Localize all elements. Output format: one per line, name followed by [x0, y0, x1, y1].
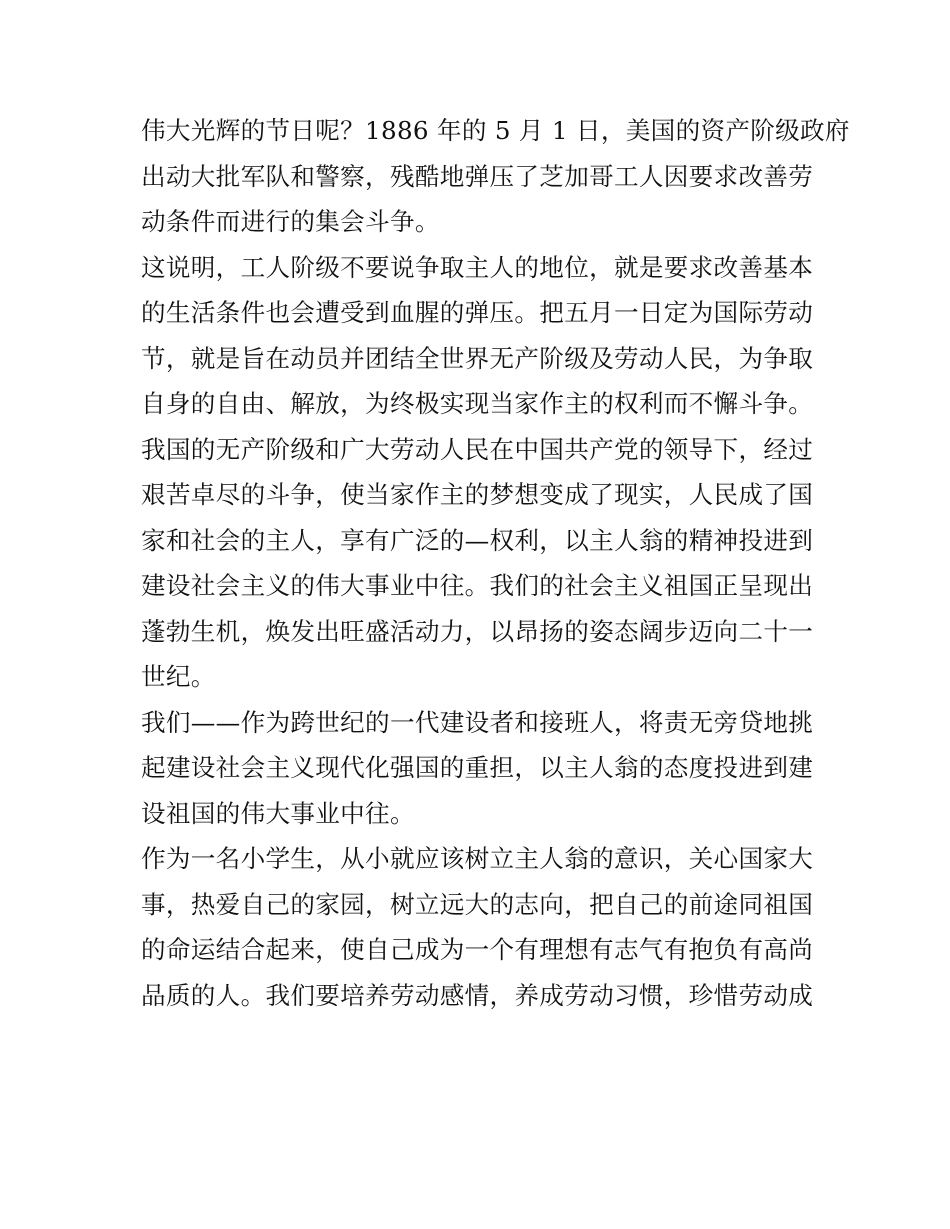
- text-line-9: 艰苦卓尽的斗争，使当家作主的梦想变成了现实，人民成了国: [141, 480, 814, 509]
- text-line-11: 建设社会主义的伟大事业中往。我们的社会主义祖国正呈现出: [141, 571, 814, 600]
- text-line-4: 这说明，工人阶级不要说争取主人的地位，就是要求改善基本: [141, 252, 814, 282]
- text-line-5: 的生活条件也会遭受到血腥的弹压。把五月一日定为国际劳动: [141, 298, 814, 327]
- text-line-10: 家和社会的主人，享有广泛的—权利，以主人翁的精神投进到: [141, 525, 814, 555]
- text-line-20: 品质的人。我们要培养劳动感情，养成劳动习惯，珍惜劳动成: [141, 980, 814, 1010]
- text-line-18: 事，热爱自己的家园，树立远大的志向，把自己的前途同祖国: [141, 889, 814, 919]
- text-line-1: 伟大光辉的节日呢？1886 年的 5 月 1 日，美国的资产阶级政府: [141, 116, 850, 145]
- text-line-15: 起建设社会主义现代化强国的重担，以主人翁的态度投进到建: [141, 753, 814, 782]
- text-line-6: 节，就是旨在动员并团结全世界无产阶级及劳动人民，为争取: [141, 343, 814, 373]
- text-line-16: 设祖国的伟大事业中往。: [141, 798, 415, 828]
- text-line-14: 我们——作为跨世纪的一代建设者和接班人，将责无旁贷地挑: [141, 707, 814, 737]
- text-line-3: 动条件而进行的集会斗争。: [141, 207, 440, 236]
- text-line-7: 自身的自由、解放，为终极实现当家作主的权利而不懈斗争。: [141, 389, 814, 418]
- text-line-8: 我国的无产阶级和广大劳动人民在中国共产党的领导下，经过: [141, 434, 814, 464]
- text-line-19: 的命运结合起来，使自己成为一个有理想有志气有抱负有高尚: [141, 935, 814, 964]
- text-line-12: 蓬勃生机，焕发出旺盛活动力，以昂扬的姿态阔步迈向二十一: [141, 616, 814, 646]
- text-line-2: 出动大批军队和警察，残酷地弹压了芝加哥工人因要求改善劳: [141, 161, 814, 191]
- text-line-13: 世纪。: [141, 662, 216, 691]
- text-line-17: 作为一名小学生，从小就应该树立主人翁的意识，关心国家大: [141, 844, 814, 873]
- document-body: [141, 108, 850, 1018]
